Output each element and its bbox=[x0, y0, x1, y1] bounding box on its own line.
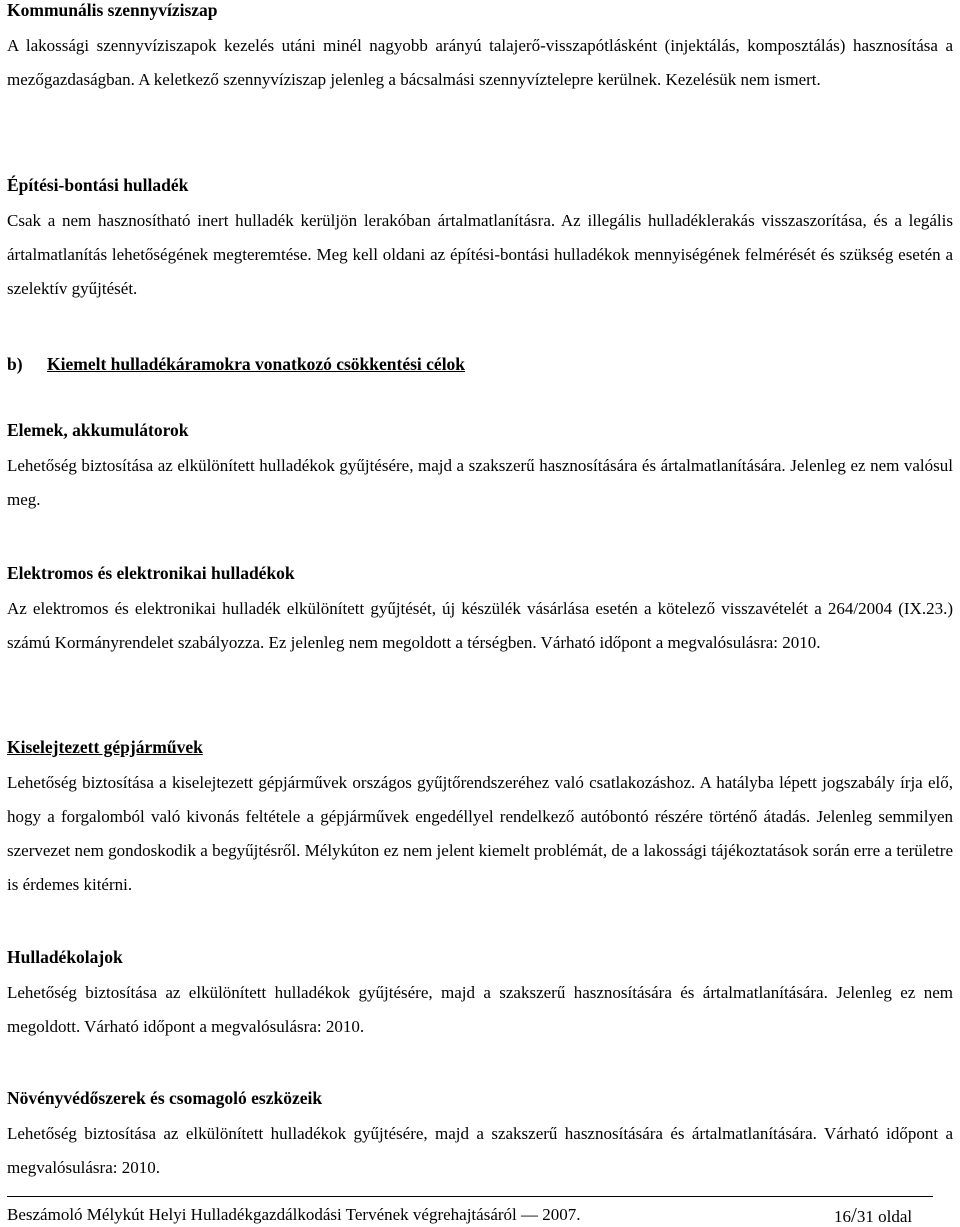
section-elektromos bbox=[7, 563, 953, 660]
section-title: Elemek, akkumulátorok bbox=[7, 420, 189, 440]
section-text: Lehetőség biztosítása az elkülönített hulladékok gyűjtésére, majd a szakszerű hasznosítására és ártalmatlanítására. Jelenleg ez nem valósul meg. bbox=[7, 456, 953, 509]
page-current: 16 bbox=[834, 1207, 851, 1226]
section-elemek bbox=[7, 420, 953, 517]
section-title: Elektromos és elektronikai hulladékok bbox=[7, 563, 295, 583]
page-footer bbox=[7, 1196, 933, 1227]
section-text: Csak a nem hasznosítható inert hulladék kerüljön lerakóban ártalmatlanításra. Az illegális hulladéklerakás visszaszorítása, és a legális ártalmatlanítás lehetőségének megteremtése. Meg kell oldani az építési-bontási hulladékok mennyiségének felmérését és szükség esetén a szelektív gyűjtését. bbox=[7, 211, 953, 298]
section-title: Kommunális szennyvíziszap bbox=[7, 0, 218, 20]
section-text: Az elektromos és elektronikai hulladék elkülönített gyűjtését, új készülék vásárlása esetén a kötelező visszavételét a 264/2004 (IX.23.) számú Kormányrendelet szabályozza. Ez jelenleg nem megoldott a térségben. Várható időpont a megvalósulásra: 2010. bbox=[7, 599, 953, 652]
section-text: A lakossági szennyvíziszapok kezelés utáni minél nagyobb arányú talajerő-visszapótlásként (injektálás, komposztálás) hasznosítása a mezőgazdaságban. A keletkező szennyvíziszap jelenleg a bácsalmási szennyvíztelepre kerülnek. Kezelésük nem ismert. bbox=[7, 36, 953, 89]
page-total: 31 oldal bbox=[856, 1207, 913, 1226]
section-epitesi bbox=[7, 175, 953, 306]
section-text: Lehetőség biztosítása a kiselejtezett gépjárművek országos gyűjtőrendszeréhez való csatlakozáshoz. A hatályba lépett jogszabály írja elő, hogy a forgalomból való kivonás feltétele a gépjárművek engedéllyel rendelkező autóbontó részére történő átadás. Jelenleg semmilyen szervezet nem gondoskodik a begyűjtésről. Mélykúton ez nem jelent kiemelt problémát, de a lakossági tájékoztatások során erre a területre is érdemes kitérni. bbox=[7, 773, 953, 894]
footer-title: Beszámoló Mélykút Helyi Hulladékgazdálkodási Tervének végrehajtásáról — 2007. bbox=[7, 1205, 581, 1224]
subsection-heading bbox=[7, 354, 953, 374]
subsection-label: b) bbox=[7, 354, 23, 374]
section-title: Kiselejtezett gépjárművek bbox=[7, 737, 203, 757]
subsection-title: Kiemelt hulladékáramokra vonatkozó csökkentési célok bbox=[47, 354, 466, 374]
section-title: Hulladékolajok bbox=[7, 947, 123, 967]
section-text: Lehetőség biztosítása az elkülönített hulladékok gyűjtésére, majd a szakszerű hasznosítására és ártalmatlanítására. Várható időpont a megvalósulásra: 2010. bbox=[7, 1124, 953, 1177]
section-kommunalis bbox=[7, 0, 953, 97]
section-text: Lehetőség biztosítása az elkülönített hulladékok gyűjtésére, majd a szakszerű hasznosítására és ártalmatlanítására. Jelenleg ez nem megoldott. Várható időpont a megvalósulásra: 2010. bbox=[7, 983, 953, 1036]
section-gepjarmu bbox=[7, 737, 953, 902]
page-number bbox=[834, 1205, 912, 1227]
section-title: Növényvédőszerek és csomagoló eszközeik bbox=[7, 1088, 323, 1108]
page-separator: / bbox=[851, 1203, 857, 1227]
section-novenyvedo bbox=[7, 1088, 953, 1185]
section-kiemelt bbox=[7, 354, 953, 374]
section-title: Építési-bontási hulladék bbox=[7, 175, 189, 195]
section-olajok bbox=[7, 947, 953, 1044]
